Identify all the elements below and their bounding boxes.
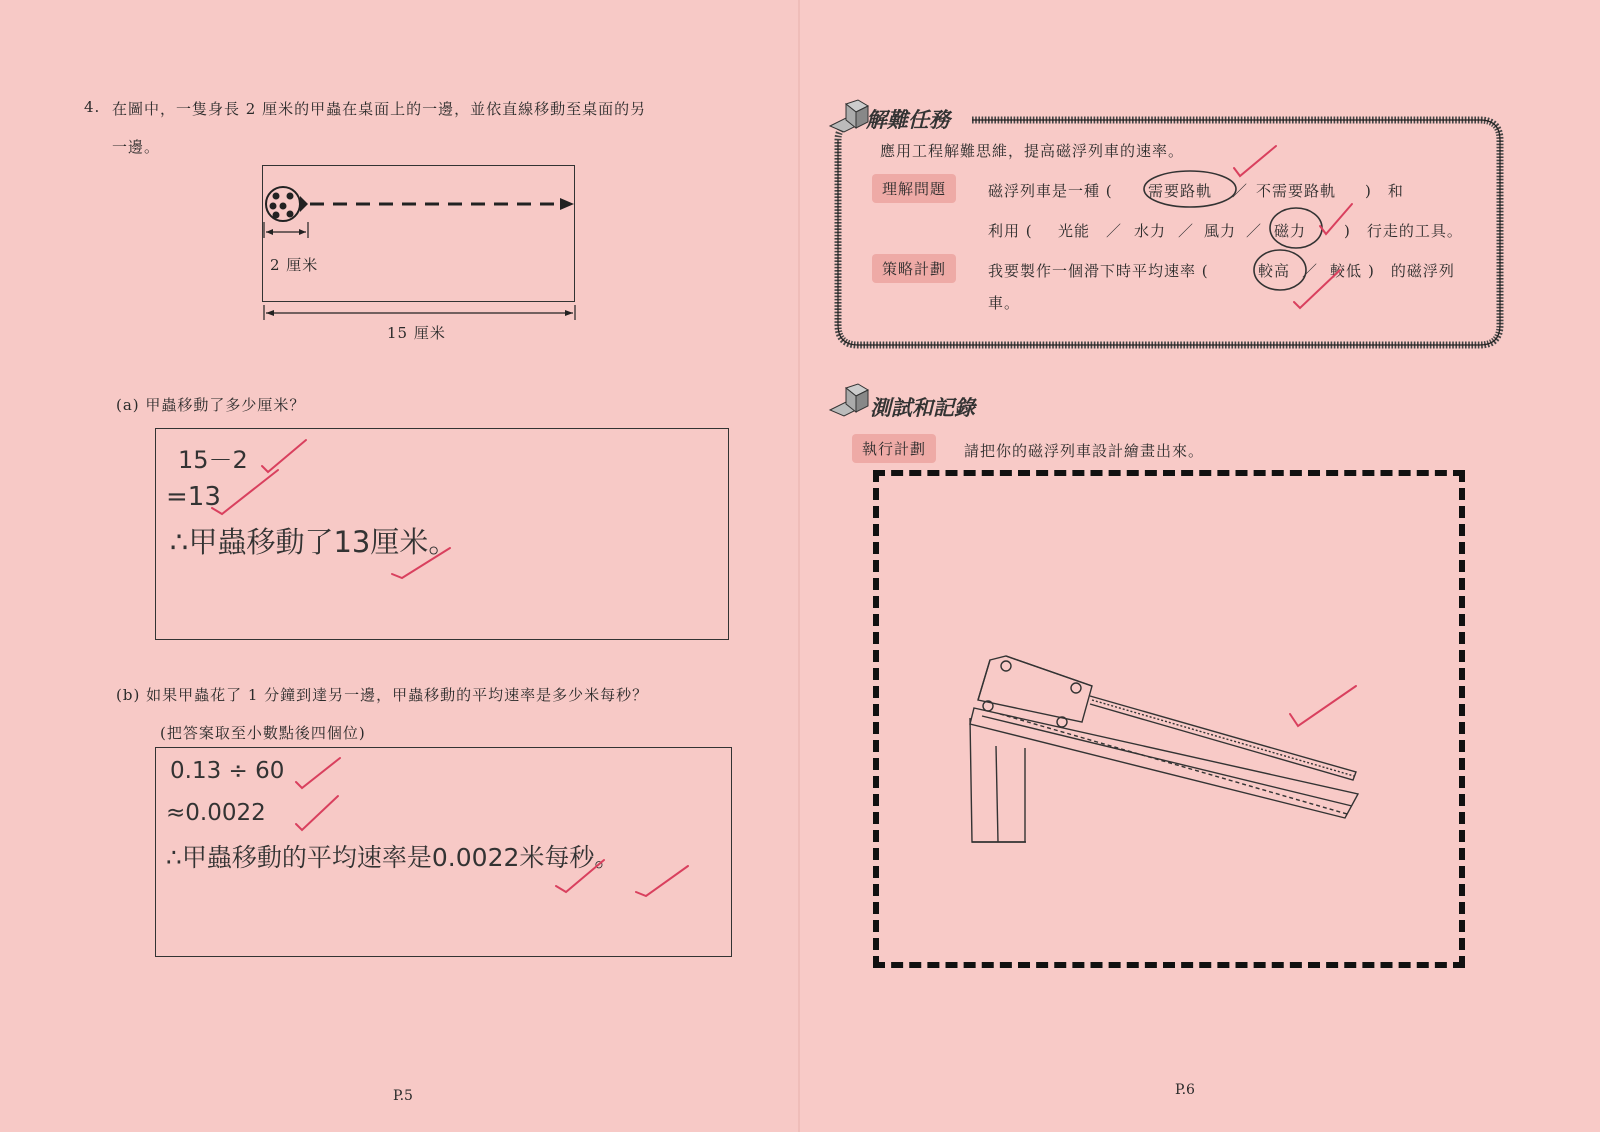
part-b-working-line2: ≈0.0022 — [166, 800, 266, 826]
question-number: 4. — [84, 98, 101, 116]
slash-separator: ／ — [1178, 222, 1195, 240]
check-mark-icon — [556, 860, 604, 892]
strategy-line2: 車。 — [988, 294, 1021, 312]
option-need-track[interactable]: 需要路軌 — [1148, 182, 1213, 200]
part-b-instruction: (把答案取至小數點後四個位) — [160, 724, 366, 742]
question-text-line2: 一邊。 — [112, 138, 161, 156]
page-number-left: P.5 — [393, 1088, 413, 1104]
question-text-line1: 在圖中，一隻身長 2 厘米的甲蟲在桌面上的一邊，並依直線移動至桌面的另 — [112, 100, 647, 118]
part-b-working-line1: 0.13 ÷ 60 — [170, 758, 285, 784]
task-section-title: 解難任務 — [866, 108, 950, 132]
strategy-line1-start: 我要製作一個滑下時平均速率 ( — [988, 262, 1209, 280]
check-mark-icon — [1290, 686, 1356, 726]
option-higher[interactable]: 較高 — [1258, 262, 1291, 280]
check-mark-icon — [392, 548, 450, 578]
slash-separator: ／ — [1302, 262, 1319, 280]
understand-line1-start: 磁浮列車是一種 ( — [988, 182, 1113, 200]
option-lower[interactable]: 較低 — [1330, 262, 1363, 280]
check-mark-icon — [636, 866, 688, 896]
check-mark-icon — [262, 440, 306, 472]
option-wind-power[interactable]: 風力 — [1204, 222, 1237, 240]
understand-line2-end: ) 行走的工具。 — [1344, 222, 1463, 240]
part-a-answer-statement: ∴甲蟲移動了13厘米。 — [170, 525, 458, 559]
part-a-working-line1: 15－2 — [178, 446, 248, 474]
task-intro: 應用工程解難思維，提高磁浮列車的速率。 — [880, 142, 1185, 160]
strategy-line1-end: ) 的磁浮列 — [1368, 262, 1455, 280]
option-no-track[interactable]: 不需要路軌 — [1256, 182, 1337, 200]
strategy-plan-tag: 策略計劃 — [872, 254, 956, 283]
understand-line1-end: ) 和 — [1365, 182, 1404, 200]
part-b-answer-statement: ∴甲蟲移動的平均速率是0.0022米每秒。 — [166, 843, 620, 872]
understand-line2-start: 利用 ( — [988, 222, 1033, 240]
test-section-title: 測試和記錄 — [870, 396, 975, 420]
part-b-question: (b) 如果甲蟲花了 1 分鐘到達另一邊，甲蟲移動的平均速率是多少米每秒？ — [116, 686, 649, 704]
execute-plan-tag: 執行計劃 — [852, 434, 936, 463]
maglev-ramp-drawing — [800, 0, 1600, 1132]
page-number-right: P.6 — [1175, 1082, 1195, 1098]
check-mark-icon — [296, 796, 338, 830]
part-a-working-line2: =13 — [166, 482, 221, 512]
understand-problem-tag: 理解問題 — [872, 174, 956, 203]
page-6 — [800, 0, 1600, 1132]
slash-separator: ／ — [1246, 222, 1263, 240]
option-water-power[interactable]: 水力 — [1134, 222, 1167, 240]
part-a-question: (a) 甲蟲移動了多少厘米？ — [116, 396, 306, 414]
check-mark-icon — [296, 758, 340, 788]
slash-separator: ／ — [1232, 182, 1249, 200]
table-length-label: 15 厘米 — [387, 324, 446, 342]
option-light-energy[interactable]: 光能 — [1058, 222, 1091, 240]
beetle-length-label: 2 厘米 — [270, 256, 319, 274]
slash-separator: ／ — [1106, 222, 1123, 240]
check-mark-icon — [212, 470, 278, 514]
option-magnetic-force[interactable]: 磁力 — [1274, 222, 1307, 240]
drawing-instruction: 請把你的磁浮列車設計繪畫出來。 — [964, 442, 1205, 460]
